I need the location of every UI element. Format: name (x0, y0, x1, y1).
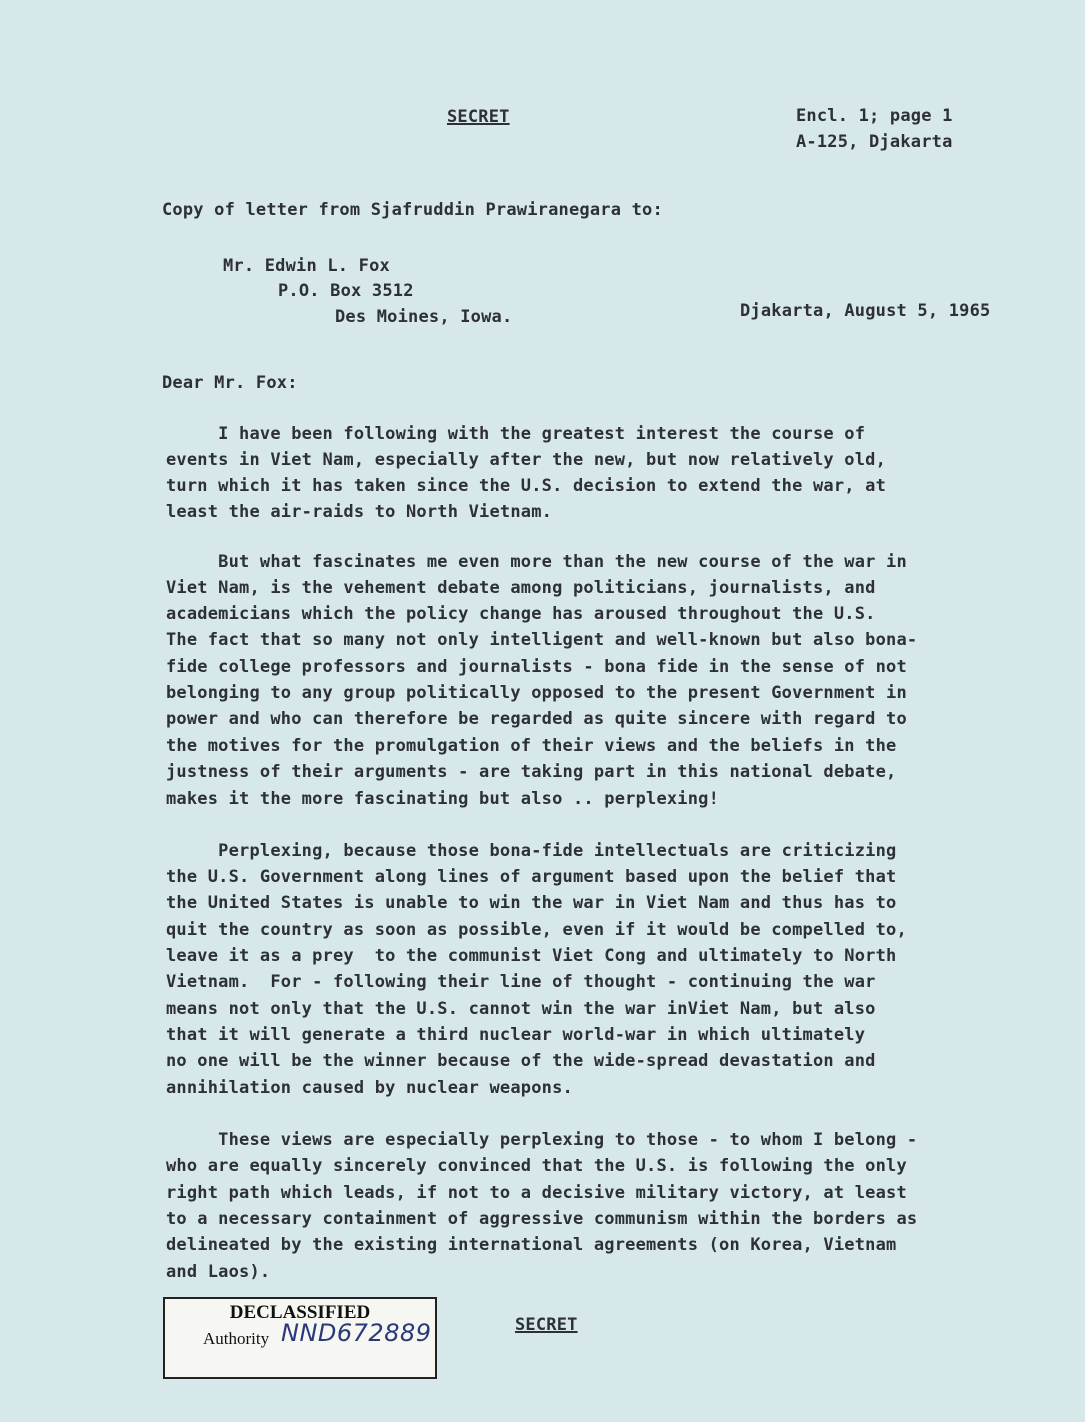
body-line: makes it the more fascinating but also .. perplexing! (166, 789, 720, 809)
body-line: But what fascinates me even more than the new course of the war in (166, 552, 907, 572)
header-classification: SECRET (447, 107, 510, 127)
body-line: means not only that the U.S. cannot win the war inViet Nam, but also (166, 999, 876, 1019)
body-line: that it will generate a third nuclear world-war in which ultimately (166, 1025, 866, 1045)
body-line: delineated by the existing international agreements (on Korea, Vietnam (166, 1235, 897, 1255)
body-line: belonging to any group politically opposed to the present Government in (166, 683, 907, 703)
body-line: the U.S. Government along lines of argument based upon the belief that (166, 867, 897, 887)
salutation: Dear Mr. Fox: (162, 373, 298, 393)
body-line: no one will be the winner because of the wide-spread devastation and (166, 1051, 876, 1071)
body-line: These views are especially perplexing to those - to whom I belong - (166, 1130, 918, 1150)
enclosure-reference: Encl. 1; page 1 (796, 106, 953, 126)
body-line: who are equally sincerely convinced that the U.S. is following the only (166, 1156, 907, 1176)
body-line: Vietnam. For - following their line of thought - continuing the war (166, 972, 876, 992)
addressee-name: Mr. Edwin L. Fox (223, 256, 390, 276)
body-line: events in Viet Nam, especially after the new, but now relatively old, (166, 450, 887, 470)
body-line: annihilation caused by nuclear weapons. (166, 1078, 573, 1098)
stamp-title: DECLASSIFIED (229, 1302, 371, 1323)
body-line: the motives for the promulgation of their views and the beliefs in the (166, 736, 897, 756)
body-line: quit the country as soon as possible, even if it would be compelled to, (166, 920, 907, 940)
body-line: Perplexing, because those bona-fide intellectuals are criticizing (166, 841, 897, 861)
body-line: fide college professors and journalists - bona fide in the sense of not (166, 657, 907, 677)
body-line: I have been following with the greatest interest the course of (166, 424, 866, 444)
body-line: and Laos). (166, 1262, 271, 1282)
body-line: turn which it has taken since the U.S. decision to extend the war, at (166, 476, 887, 496)
airgram-reference: A-125, Djakarta (796, 132, 953, 152)
addressee-box: P.O. Box 3512 (278, 281, 414, 301)
addressee-city: Des Moines, Iowa. (335, 307, 513, 327)
body-line: justness of their arguments - are taking part in this national debate, (166, 762, 897, 782)
body-line: The fact that so many not only intelligent and well-known but also bona- (166, 630, 918, 650)
body-line: right path which leads, if not to a decisive military victory, at least (166, 1183, 907, 1203)
body-line: the United States is unable to win the war in Viet Nam and thus has to (166, 893, 897, 913)
declassified-stamp (163, 1297, 437, 1379)
stamp-authority-code: NND672889 (281, 1319, 432, 1347)
intro-line: Copy of letter from Sjafruddin Prawiranegara to: (162, 200, 663, 220)
dateline: Djakarta, August 5, 1965 (740, 301, 991, 321)
body-line: power and who can therefore be regarded as quite sincere with regard to (166, 709, 907, 729)
footer-classification: SECRET (515, 1315, 578, 1335)
stamp-authority-label: Authority (203, 1329, 270, 1348)
body-line: least the air-raids to North Vietnam. (166, 502, 553, 522)
body-line: leave it as a prey to the communist Viet Cong and ultimately to North (166, 946, 897, 966)
body-line: Viet Nam, is the vehement debate among politicians, journalists, and (166, 578, 876, 598)
body-line: to a necessary containment of aggressive communism within the borders as (166, 1209, 918, 1229)
body-line: academicians which the policy change has aroused throughout the U.S. (166, 604, 876, 624)
